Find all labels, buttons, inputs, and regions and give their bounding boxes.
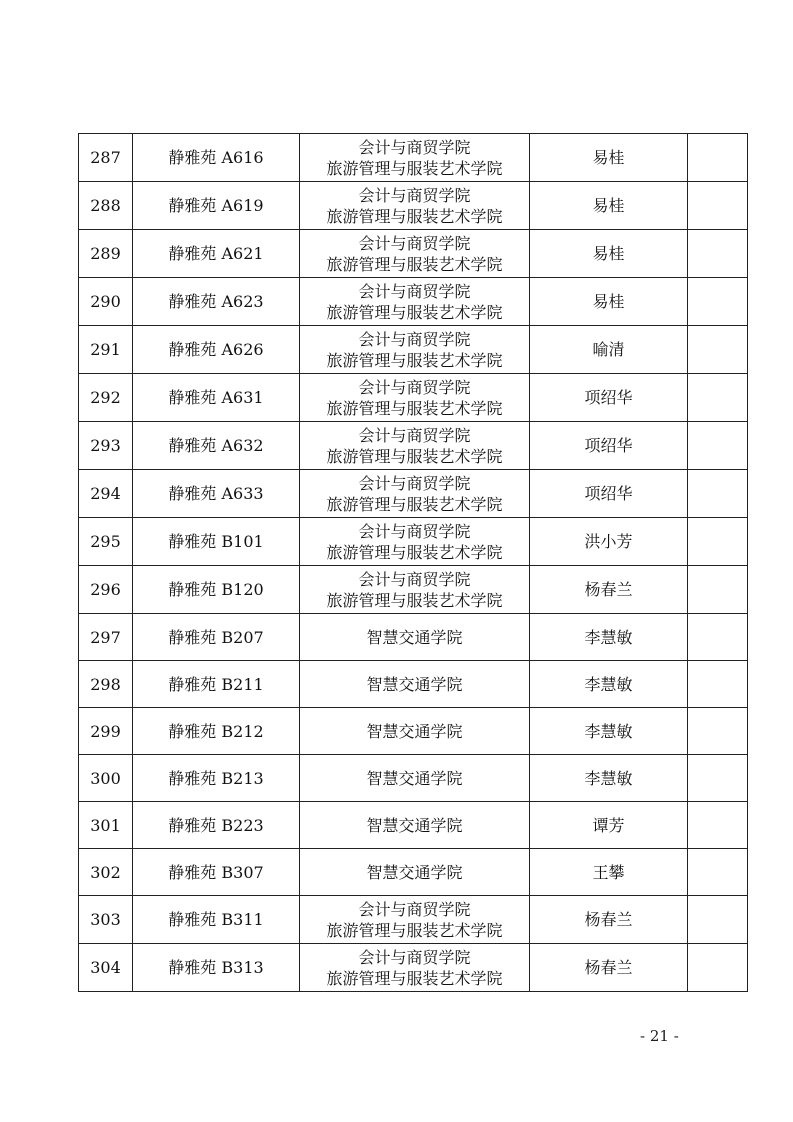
room-cell: 静雅苑 B307	[133, 849, 300, 896]
table-row	[79, 849, 748, 896]
college-cell	[300, 944, 530, 992]
row-number-cell: 301	[79, 802, 133, 849]
note-cell	[688, 614, 748, 661]
row-number-cell: 302	[79, 849, 133, 896]
row-number-cell: 304	[79, 944, 133, 992]
college-cell	[300, 566, 530, 614]
dormitory-table	[78, 133, 748, 992]
room-cell: 静雅苑 B101	[133, 518, 300, 566]
college-name: 旅游管理与服装艺术学院	[326, 590, 503, 610]
college-name: 会计与商贸学院	[358, 569, 471, 589]
row-number-cell: 287	[79, 134, 133, 182]
page-number: - 21 -	[640, 1027, 679, 1045]
college-name: 旅游管理与服装艺术学院	[326, 968, 503, 988]
college-cell	[300, 278, 530, 326]
college-cell	[300, 614, 530, 661]
room-cell: 静雅苑 A632	[133, 422, 300, 470]
table-row	[79, 230, 748, 278]
row-number-cell: 294	[79, 470, 133, 518]
table-row	[79, 326, 748, 374]
person-cell: 杨春兰	[530, 896, 688, 944]
table-row	[79, 896, 748, 944]
person-cell: 李慧敏	[530, 614, 688, 661]
room-cell: 静雅苑 A619	[133, 182, 300, 230]
table-row	[79, 708, 748, 755]
table-row	[79, 374, 748, 422]
table-body	[79, 134, 748, 992]
note-cell	[688, 802, 748, 849]
note-cell	[688, 896, 748, 944]
row-number-cell: 298	[79, 661, 133, 708]
table-row	[79, 661, 748, 708]
note-cell	[688, 374, 748, 422]
room-cell: 静雅苑 B313	[133, 944, 300, 992]
note-cell	[688, 470, 748, 518]
person-cell: 李慧敏	[530, 661, 688, 708]
college-name: 智慧交通学院	[366, 815, 463, 835]
room-cell: 静雅苑 B207	[133, 614, 300, 661]
note-cell	[688, 755, 748, 802]
college-cell	[300, 182, 530, 230]
college-cell	[300, 849, 530, 896]
college-cell	[300, 134, 530, 182]
college-name: 会计与商贸学院	[358, 377, 471, 397]
note-cell	[688, 326, 748, 374]
row-number-cell: 291	[79, 326, 133, 374]
person-cell: 易桂	[530, 134, 688, 182]
room-cell: 静雅苑 A633	[133, 470, 300, 518]
room-cell: 静雅苑 B120	[133, 566, 300, 614]
college-name: 会计与商贸学院	[358, 521, 471, 541]
college-name: 会计与商贸学院	[358, 473, 471, 493]
college-name: 智慧交通学院	[366, 862, 463, 882]
table-row	[79, 802, 748, 849]
college-cell	[300, 470, 530, 518]
college-name: 会计与商贸学院	[358, 425, 471, 445]
person-cell: 易桂	[530, 278, 688, 326]
row-number-cell: 292	[79, 374, 133, 422]
college-name: 旅游管理与服装艺术学院	[326, 398, 503, 418]
college-name: 旅游管理与服装艺术学院	[326, 542, 503, 562]
note-cell	[688, 422, 748, 470]
college-name: 旅游管理与服装艺术学院	[326, 350, 503, 370]
table-row	[79, 518, 748, 566]
person-cell: 洪小芳	[530, 518, 688, 566]
person-cell: 易桂	[530, 230, 688, 278]
table-row	[79, 278, 748, 326]
college-cell	[300, 326, 530, 374]
room-cell: 静雅苑 B211	[133, 661, 300, 708]
table-row	[79, 422, 748, 470]
person-cell: 李慧敏	[530, 755, 688, 802]
room-cell: 静雅苑 B311	[133, 896, 300, 944]
college-name: 旅游管理与服装艺术学院	[326, 494, 503, 514]
college-name: 智慧交通学院	[366, 674, 463, 694]
note-cell	[688, 134, 748, 182]
row-number-cell: 299	[79, 708, 133, 755]
college-cell	[300, 661, 530, 708]
person-cell: 杨春兰	[530, 566, 688, 614]
room-cell: 静雅苑 A626	[133, 326, 300, 374]
college-cell	[300, 518, 530, 566]
college-cell	[300, 802, 530, 849]
table-row	[79, 755, 748, 802]
college-cell	[300, 896, 530, 944]
college-cell	[300, 708, 530, 755]
person-cell: 谭芳	[530, 802, 688, 849]
college-name: 智慧交通学院	[366, 768, 463, 788]
college-name: 会计与商贸学院	[358, 185, 471, 205]
note-cell	[688, 182, 748, 230]
room-cell: 静雅苑 A616	[133, 134, 300, 182]
note-cell	[688, 944, 748, 992]
row-number-cell: 293	[79, 422, 133, 470]
table-row	[79, 614, 748, 661]
row-number-cell: 300	[79, 755, 133, 802]
college-name: 智慧交通学院	[366, 627, 463, 647]
college-cell	[300, 422, 530, 470]
college-name: 会计与商贸学院	[358, 899, 471, 919]
row-number-cell: 296	[79, 566, 133, 614]
table-row	[79, 566, 748, 614]
college-cell	[300, 755, 530, 802]
college-name: 旅游管理与服装艺术学院	[326, 446, 503, 466]
row-number-cell: 303	[79, 896, 133, 944]
person-cell: 易桂	[530, 182, 688, 230]
note-cell	[688, 230, 748, 278]
row-number-cell: 290	[79, 278, 133, 326]
row-number-cell: 295	[79, 518, 133, 566]
person-cell: 项绍华	[530, 422, 688, 470]
college-cell	[300, 374, 530, 422]
room-cell: 静雅苑 A621	[133, 230, 300, 278]
person-cell: 杨春兰	[530, 944, 688, 992]
room-cell: 静雅苑 A623	[133, 278, 300, 326]
college-name: 会计与商贸学院	[358, 233, 471, 253]
person-cell: 项绍华	[530, 470, 688, 518]
note-cell	[688, 661, 748, 708]
college-name: 旅游管理与服装艺术学院	[326, 158, 503, 178]
person-cell: 王攀	[530, 849, 688, 896]
row-number-cell: 288	[79, 182, 133, 230]
note-cell	[688, 518, 748, 566]
room-cell: 静雅苑 B213	[133, 755, 300, 802]
note-cell	[688, 566, 748, 614]
table-row	[79, 182, 748, 230]
table-row	[79, 134, 748, 182]
college-name: 智慧交通学院	[366, 721, 463, 741]
college-name: 会计与商贸学院	[358, 137, 471, 157]
row-number-cell: 289	[79, 230, 133, 278]
college-name: 旅游管理与服装艺术学院	[326, 920, 503, 940]
table-row	[79, 470, 748, 518]
person-cell: 李慧敏	[530, 708, 688, 755]
room-cell: 静雅苑 B223	[133, 802, 300, 849]
row-number-cell: 297	[79, 614, 133, 661]
person-cell: 项绍华	[530, 374, 688, 422]
person-cell: 喻清	[530, 326, 688, 374]
college-name: 旅游管理与服装艺术学院	[326, 254, 503, 274]
table-row	[79, 944, 748, 992]
college-name: 旅游管理与服装艺术学院	[326, 302, 503, 322]
note-cell	[688, 849, 748, 896]
college-name: 会计与商贸学院	[358, 329, 471, 349]
college-name: 会计与商贸学院	[358, 947, 471, 967]
room-cell: 静雅苑 A631	[133, 374, 300, 422]
note-cell	[688, 278, 748, 326]
college-name: 旅游管理与服装艺术学院	[326, 206, 503, 226]
note-cell	[688, 708, 748, 755]
room-cell: 静雅苑 B212	[133, 708, 300, 755]
college-name: 会计与商贸学院	[358, 281, 471, 301]
college-cell	[300, 230, 530, 278]
